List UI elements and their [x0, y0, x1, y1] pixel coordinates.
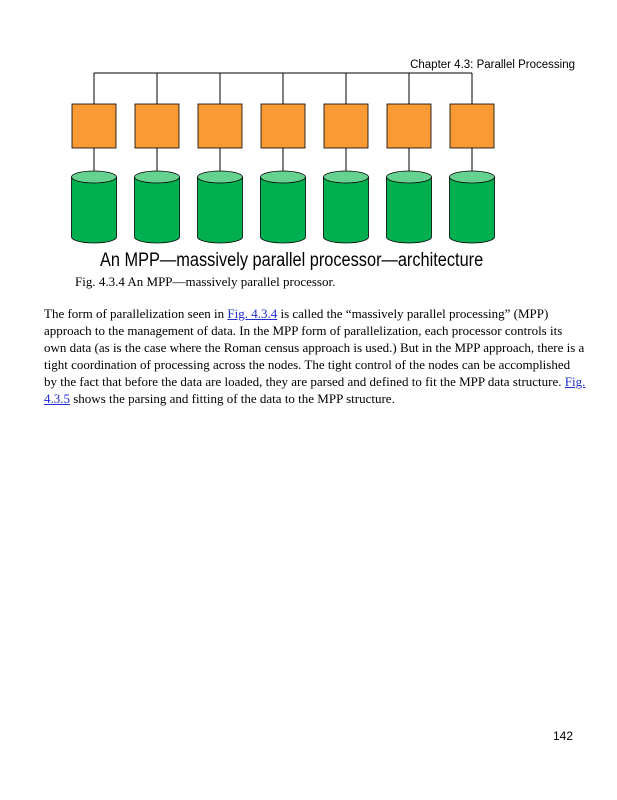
mpp-architecture-diagram — [0, 0, 617, 280]
figure-caption: Fig. 4.3.4 An MPP—massively parallel processor. — [75, 274, 336, 289]
paragraph-text-3: shows the parsing and fitting of the data to the MPP structure. — [70, 391, 395, 406]
processor-node — [72, 104, 116, 148]
paragraph-text-2: is called the “massively parallel processing” (MPP) approach to the management of data. In the MPP form of parallelization, each processor controls its own data (as is the case where the Roman census approach is used.) But in the MPP approach, there is a tight coordination of processing across the nodes. The tight control of the nodes can be accomplished by the fact that before the data are loaded, they are parsed and defined to fit the MPP data structure. — [44, 306, 585, 389]
fig-4-3-4-link[interactable]: Fig. 4.3.4 — [227, 306, 278, 321]
processor-node — [261, 104, 305, 148]
page-number: 142 — [552, 729, 573, 743]
processor-node — [450, 104, 494, 148]
paragraph-text-1: The form of parallelization seen in — [44, 306, 228, 321]
disk-top — [450, 171, 495, 183]
disk-top — [72, 171, 117, 183]
processor-node — [387, 104, 431, 148]
diagram-title: An MPP—massively parallel processor—architecture — [100, 250, 484, 271]
disk-top — [135, 171, 180, 183]
disk-top — [198, 171, 243, 183]
disk-top — [324, 171, 369, 183]
disk-top — [387, 171, 432, 183]
disk-storage — [135, 177, 180, 243]
processor-node — [324, 104, 368, 148]
disk-storage — [387, 177, 432, 243]
disk-storage — [324, 177, 369, 243]
fig-4-3-5-link[interactable]: Fig. 4.3.5 — [44, 374, 586, 406]
disk-storage — [261, 177, 306, 243]
processor-node — [198, 104, 242, 148]
disk-storage — [450, 177, 495, 243]
disk-storage — [198, 177, 243, 243]
disk-top — [261, 171, 306, 183]
disk-storage — [72, 177, 117, 243]
body-paragraph — [44, 305, 586, 407]
processor-node — [135, 104, 179, 148]
chapter-header: Chapter 4.3: Parallel Processing — [410, 59, 575, 71]
